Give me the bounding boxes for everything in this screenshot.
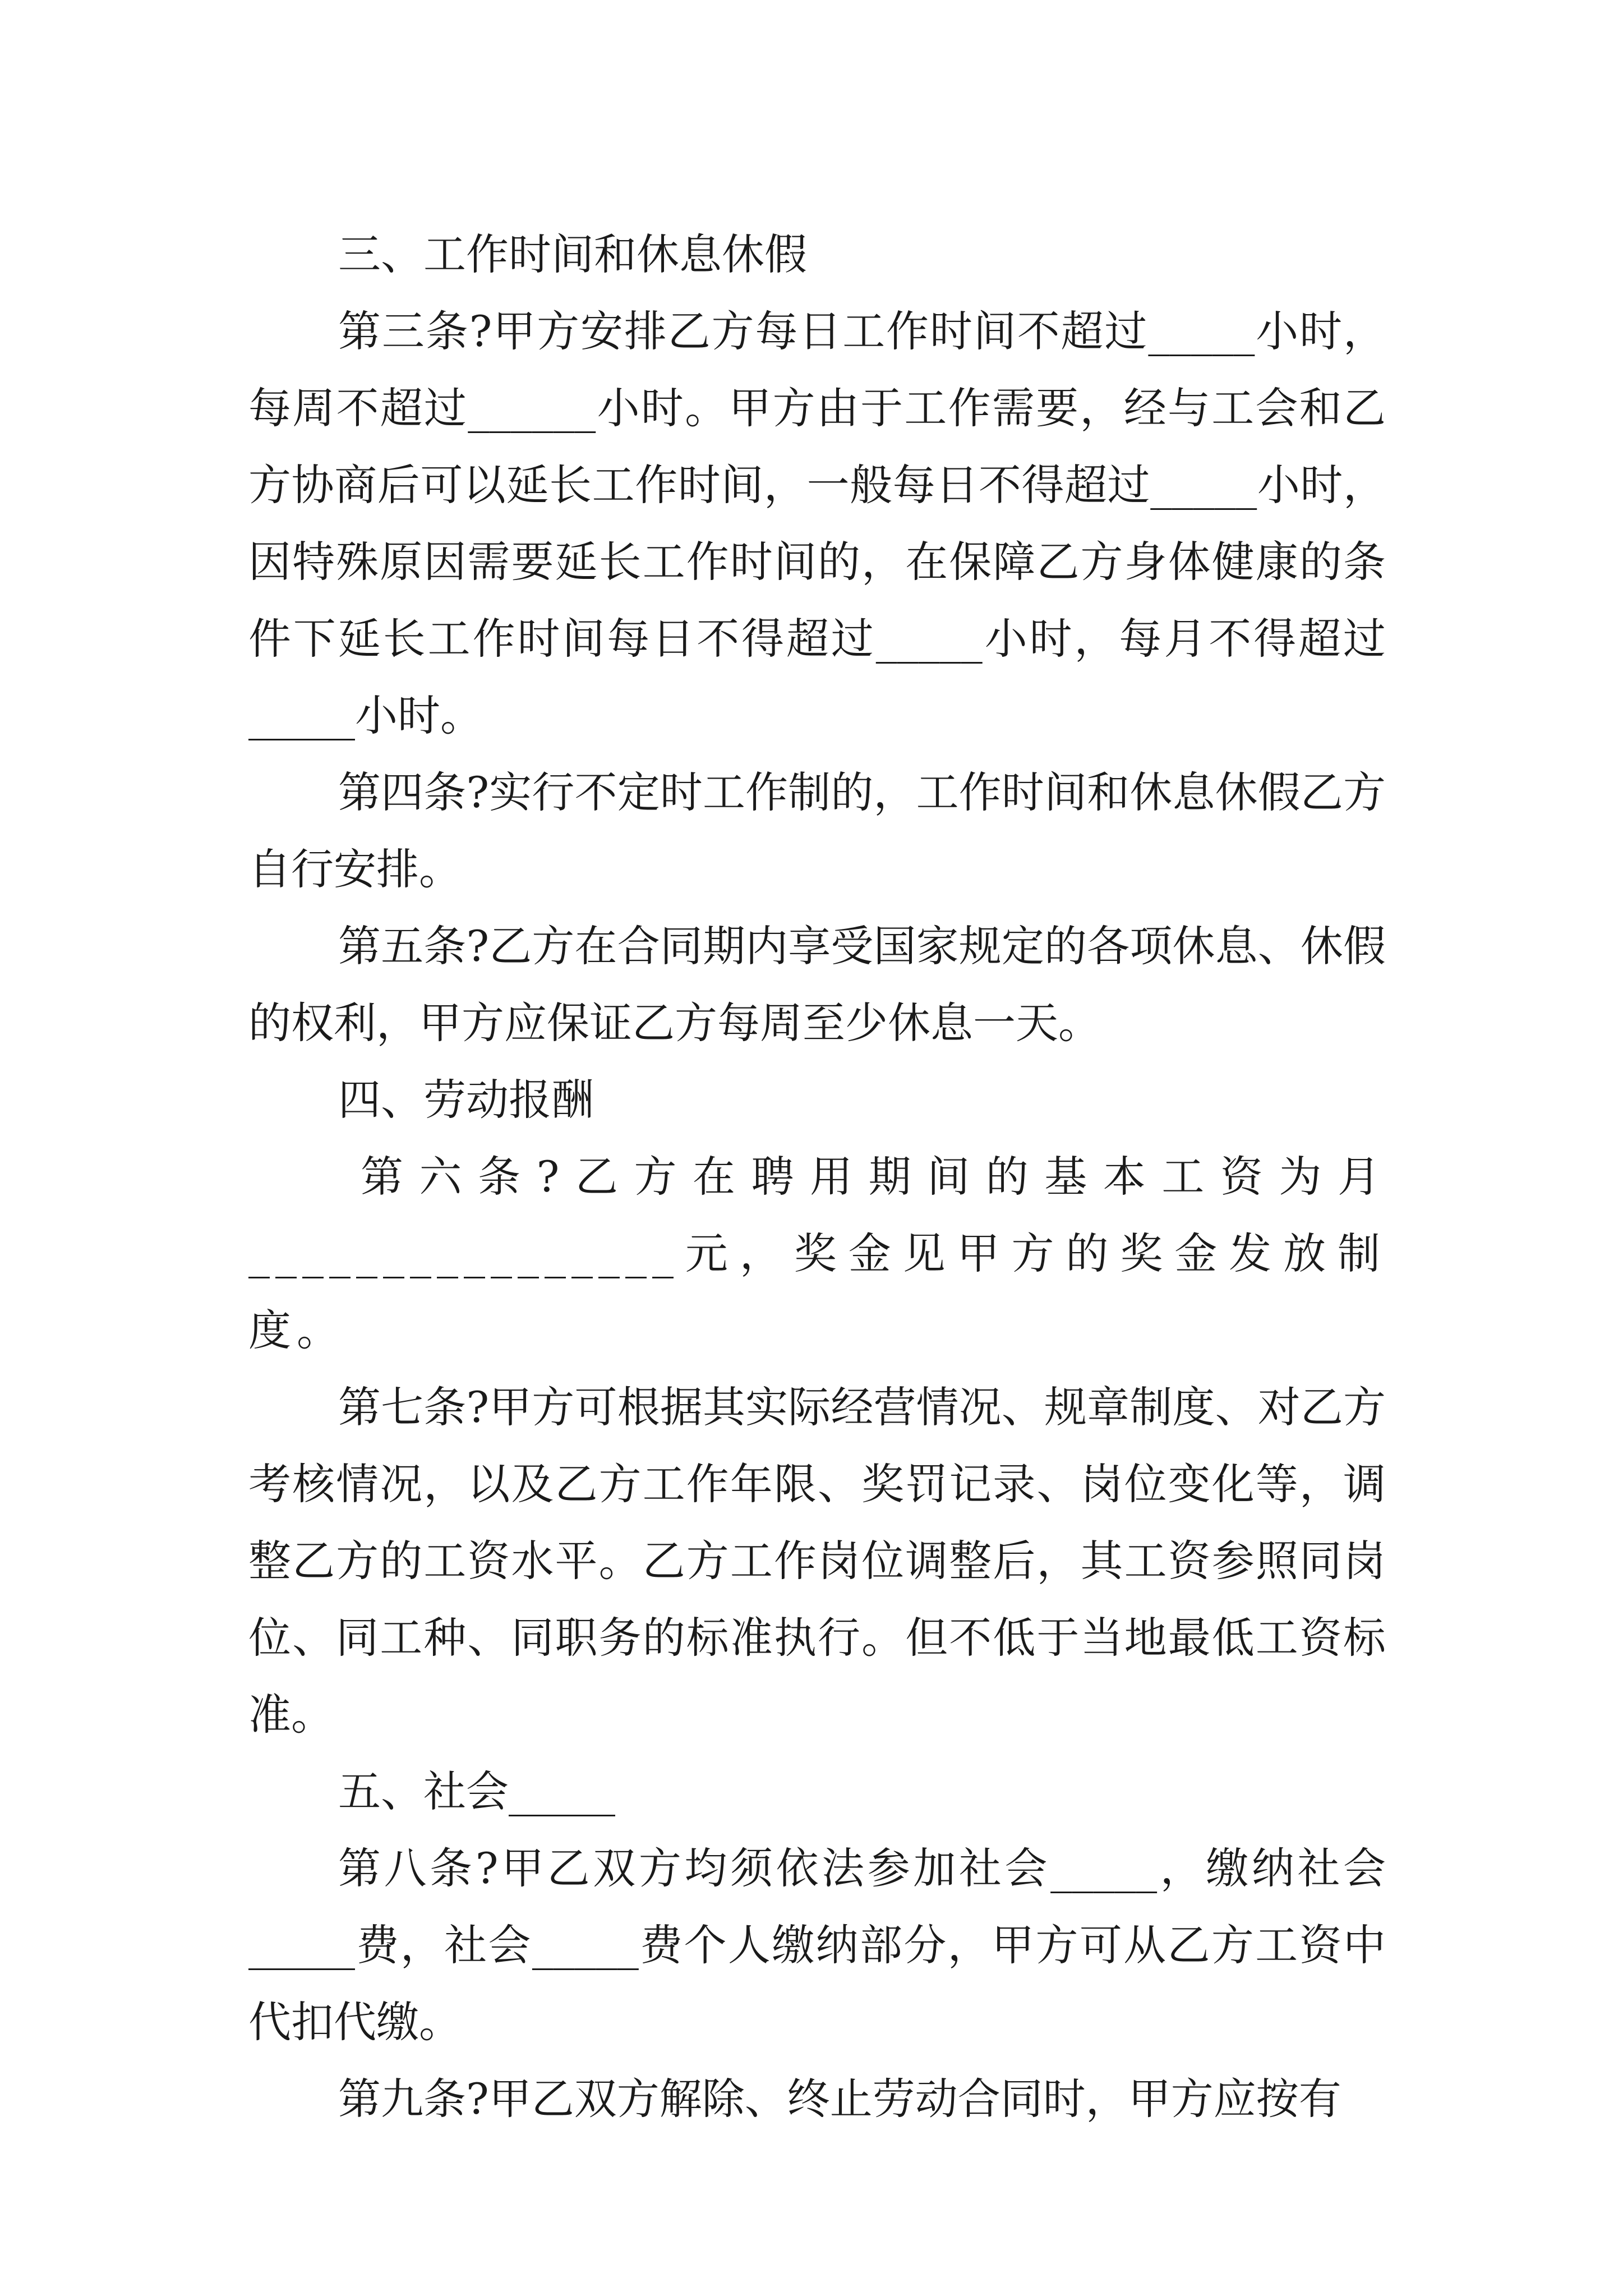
section-heading-4: 四、劳动报酬 [338, 1075, 594, 1125]
article-6-paragraph: 第六条?乙方在聘用期间的基本工资为月________________元，奖金见甲方的奖金发放制度。 [248, 1152, 1386, 1355]
article-5-paragraph: 第五条?乙方在合同期内享受国家规定的各项休息、休假的权利，甲方应保证乙方每周至少休息一天。 [248, 921, 1386, 1048]
document-body [248, 216, 1386, 2137]
section-heading-3: 三、工作时间和休息休假 [338, 229, 807, 279]
section-heading-5: 五、社会_____ [338, 1766, 615, 1816]
article-4-paragraph: 第四条?实行不定时工作制的，工作时间和休息休假乙方自行安排。 [248, 767, 1386, 894]
article-8-paragraph: 第八条?甲乙双方均须依法参加社会_____，缴纳社会_____费，社会_____费个人缴纳部分，甲方可从乙方工资中代扣代缴。 [248, 1843, 1386, 2047]
article-7-paragraph: 第七条?甲方可根据其实际经营情况、规章制度、对乙方考核情况，以及乙方工作年限、奖罚记录、岗位变化等，调整乙方的工资水平。乙方工作岗位调整后，其工资参照同岗位、同工种、同职务的标准执行。但不低于当地最低工资标准。 [248, 1382, 1386, 1740]
article-9-paragraph: 第九条?甲乙双方解除、终止劳动合同时，甲方应按有 [338, 2074, 1341, 2124]
article-3-paragraph: 第三条?甲方安排乙方每日工作时间不超过_____小时，每周不超过______小时。甲方由于工作需要，经与工会和乙方协商后可以延长工作时间，一般每日不得超过_____小时，因特殊原因需要延长工作时间的，在保障乙方身体健康的条件下延长工作时间每日不得超过_____小时，每月不得超过_____小时。 [248, 306, 1386, 740]
